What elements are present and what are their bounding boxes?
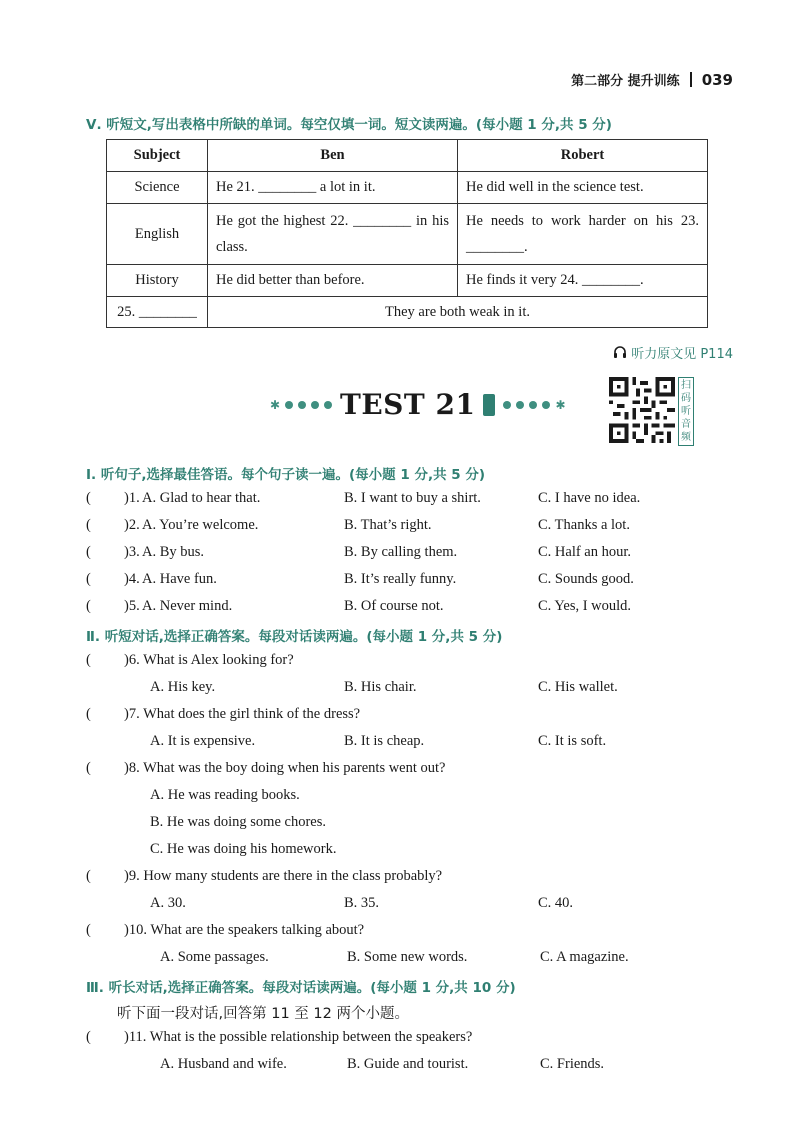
col-robert: Robert: [458, 140, 708, 172]
headphones-icon: [613, 346, 627, 359]
answer-paren[interactable]: (: [86, 1029, 91, 1045]
cell-robert: He needs to work harder on his 23. ________.: [458, 204, 708, 265]
question-stem: )8. What was the boy doing when his parents went out?: [124, 760, 446, 776]
section1-heading: Ⅰ. 听句子,选择最佳答语。每个句子读一遍。(每小题 1 分,共 5 分): [86, 467, 486, 483]
answer-paren[interactable]: (: [86, 706, 91, 722]
option-a: A. He was reading books.: [150, 787, 300, 803]
option-c: C. Half an hour.: [538, 544, 632, 560]
scan-label: 扫码听音频: [678, 377, 694, 446]
option-a: A. You’re welcome.: [142, 517, 259, 533]
answer-paren[interactable]: (: [86, 760, 91, 776]
answer-paren[interactable]: (: [86, 490, 91, 506]
option-c: C. Friends.: [540, 1056, 605, 1072]
cell-shared: They are both weak in it.: [208, 297, 708, 328]
qr-code-icon[interactable]: [608, 377, 676, 443]
option-b: B. His chair.: [344, 679, 417, 695]
section2-heading: Ⅱ. 听短对话,选择正确答案。每段对话读两遍。(每小题 1 分,共 5 分): [86, 629, 503, 645]
option-c: C. Thanks a lot.: [538, 517, 630, 533]
question-stem: )9. How many students are there in the class probably?: [124, 868, 443, 884]
left-ornament: ✱: [270, 400, 332, 410]
col-subject: Subject: [107, 140, 208, 172]
option-c: C. He was doing his homework.: [150, 841, 337, 857]
test-title: TEST 21: [340, 388, 476, 421]
option-b: B. He was doing some chores.: [150, 814, 326, 830]
cell-subject: Science: [107, 172, 208, 204]
question-number: )1.: [124, 490, 140, 506]
test-title-bar: [270, 388, 565, 421]
cell-subject: History: [107, 265, 208, 297]
question-number: )5.: [124, 598, 140, 614]
option-c: C. Yes, I would.: [538, 598, 632, 614]
option-b: B. By calling them.: [344, 544, 458, 560]
answer-table: [106, 139, 708, 328]
right-ornament: ✱: [503, 400, 565, 410]
table-row: [107, 172, 708, 204]
cell-blank-25: 25. ________: [107, 297, 208, 328]
option-b: B. That’s right.: [344, 517, 432, 533]
cell-ben: He got the highest 22. ________ in his class.: [208, 204, 458, 265]
listening-reference-text: 听力原文见 P114: [631, 347, 733, 362]
header-divider: [690, 72, 692, 87]
answer-paren[interactable]: (: [86, 922, 91, 938]
listening-reference: [613, 343, 733, 362]
option-a: A. By bus.: [142, 544, 205, 560]
option-a: A. Have fun.: [142, 571, 217, 587]
answer-paren[interactable]: (: [86, 571, 91, 587]
part5-heading: Ⅴ. 听短文,写出表格中所缺的单词。每空仅填一词。短文读两遍。(每小题 1 分,共 5 分): [86, 117, 612, 133]
option-b: B. Of course not.: [344, 598, 444, 614]
option-c: C. His wallet.: [538, 679, 618, 695]
option-b: B. It’s really funny.: [344, 571, 457, 587]
cell-ben: He did better than before.: [208, 265, 458, 297]
option-a: A. Glad to hear that.: [142, 490, 261, 506]
option-b: B. Guide and tourist.: [347, 1056, 469, 1072]
table-row: [107, 265, 708, 297]
section-name: 第二部分 提升训练: [571, 74, 680, 89]
option-c: C. Sounds good.: [538, 571, 634, 587]
question-stem: )10. What are the speakers talking about?: [124, 922, 365, 938]
cell-ben: He 21. ________ a lot in it.: [208, 172, 458, 204]
section3-intro: 听下面一段对话,回答第 11 至 12 两个小题。: [117, 1006, 409, 1022]
answer-paren[interactable]: (: [86, 652, 91, 668]
option-c: C. 40.: [538, 895, 574, 911]
option-c: C. I have no idea.: [538, 490, 641, 506]
answer-paren[interactable]: (: [86, 517, 91, 533]
option-b: B. 35.: [344, 895, 380, 911]
page-header: [571, 70, 733, 89]
option-a: A. Husband and wife.: [160, 1056, 287, 1072]
page-number: 039: [701, 70, 733, 89]
title-badge-icon: [483, 394, 495, 416]
question-stem: )7. What does the girl think of the dress?: [124, 706, 361, 722]
answer-paren[interactable]: (: [86, 544, 91, 560]
question-stem: )11. What is the possible relationship between the speakers?: [124, 1029, 473, 1045]
option-b: B. I want to buy a shirt.: [344, 490, 481, 506]
option-a: A. Never mind.: [142, 598, 233, 614]
option-b: B. Some new words.: [347, 949, 468, 965]
option-a: A. It is expensive.: [150, 733, 256, 749]
option-c: C. It is soft.: [538, 733, 607, 749]
question-number: )3.: [124, 544, 140, 560]
question-stem: )6. What is Alex looking for?: [124, 652, 294, 668]
question-number: )4.: [124, 571, 140, 587]
answer-paren[interactable]: (: [86, 598, 91, 614]
question-number: )2.: [124, 517, 140, 533]
option-b: B. It is cheap.: [344, 733, 425, 749]
table-row: [107, 297, 708, 328]
option-a: A. His key.: [150, 679, 216, 695]
col-ben: Ben: [208, 140, 458, 172]
option-a: A. Some passages.: [160, 949, 269, 965]
cell-subject: English: [107, 204, 208, 265]
answer-paren[interactable]: (: [86, 868, 91, 884]
option-a: A. 30.: [150, 895, 186, 911]
section3-heading: Ⅲ. 听长对话,选择正确答案。每段对话读两遍。(每小题 1 分,共 10 分): [86, 980, 516, 996]
cell-robert: He finds it very 24. ________.: [458, 265, 708, 297]
cell-robert: He did well in the science test.: [458, 172, 708, 204]
table-row: [107, 204, 708, 265]
option-c: C. A magazine.: [540, 949, 629, 965]
table-header-row: [107, 140, 708, 172]
